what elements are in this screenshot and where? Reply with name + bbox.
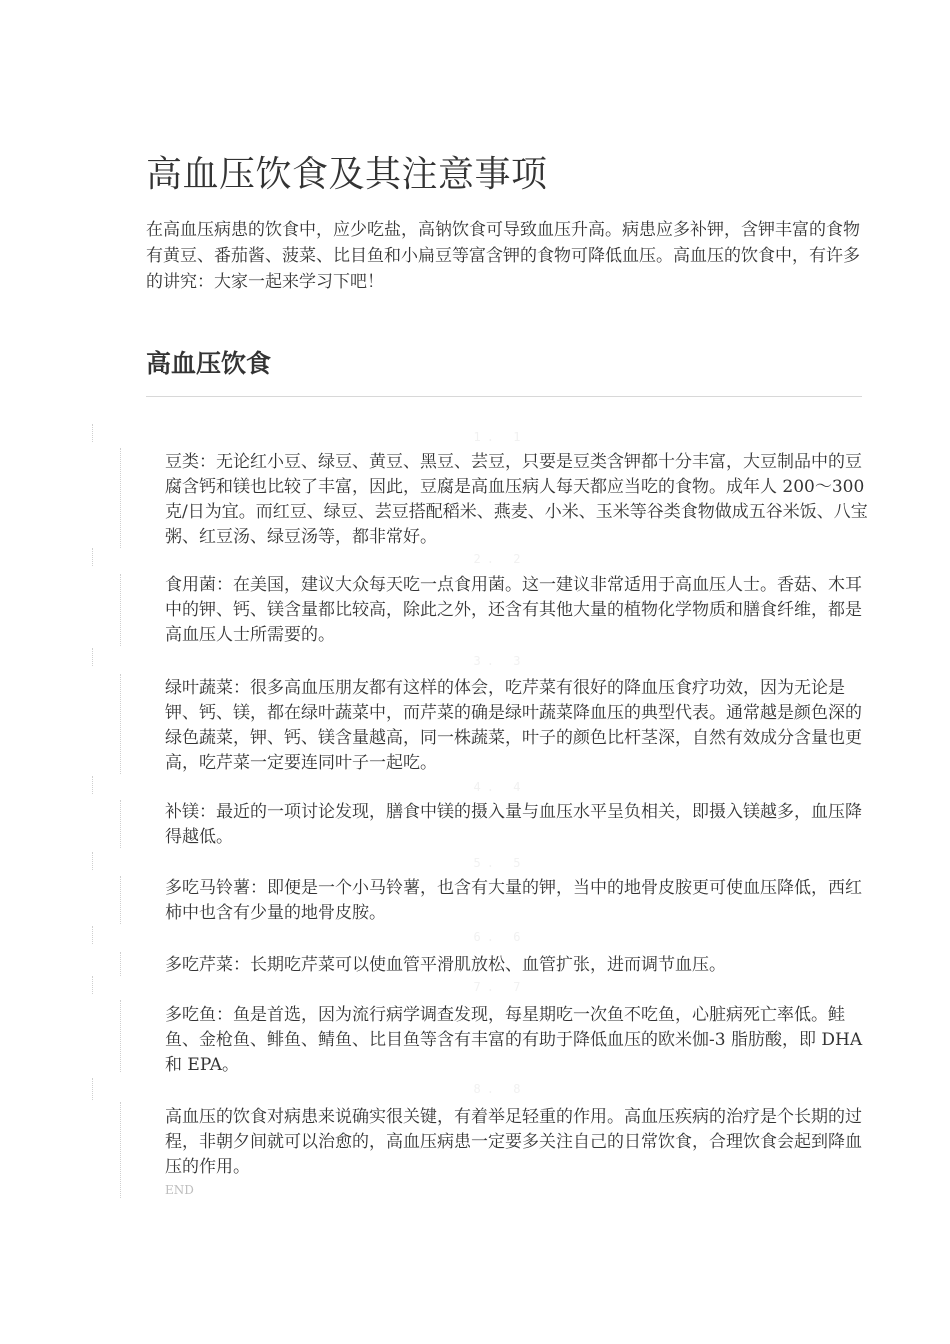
list-item: 补镁：最近的一项讨论发现，膳食中镁的摄入量与血压水平呈负相关，即摄入镁越多，血压降得越低。 xyxy=(165,802,862,847)
dotted-guide xyxy=(92,424,94,442)
list-number: 2. 2 xyxy=(473,552,527,566)
list-item: 食用菌：在美国，建议大众每天吃一点食用菌。这一建议非常适用于高血压人士。香菇、木耳中的钾、钙、镁含量都比较高，除此之外，还含有其他大量的植物化学物质和膳食纤维，都是高血压人士所需要的。 xyxy=(165,575,862,645)
list-item: 高血压的饮食对病患来说确实很关键，有着举足轻重的作用。高血压疾病的治疗是个长期的过程，非朝夕间就可以治愈的，高血压病患一定要多关注自己的日常饮食，合理饮食会起到降血压的作用。 xyxy=(165,1107,862,1177)
dotted-guide xyxy=(120,674,122,774)
end-label: END xyxy=(165,1183,194,1197)
dotted-guide xyxy=(120,448,122,548)
dotted-guide xyxy=(92,852,94,870)
list-number: 1. 1 xyxy=(473,430,527,444)
list-number: 5. 5 xyxy=(473,856,527,870)
dotted-guide xyxy=(120,876,122,924)
list-number: 6. 6 xyxy=(473,930,527,944)
list-item: 多吃鱼：鱼是首选，因为流行病学调查发现，每星期吃一次鱼不吃鱼，心脏病死亡率低。鲑鱼、金枪鱼、鲱鱼、鲭鱼、比目鱼等含有丰富的有助于降低血压的欧米伽-3 脂肪酸，即 DHA 和 EPA。 xyxy=(165,1005,863,1075)
list-item: 豆类：无论红小豆、绿豆、黄豆、黑豆、芸豆，只要是豆类含钾都十分丰富，大豆制品中的豆腐含钙和镁也比较了丰富，因此，豆腐是高血压病人每天都应当吃的食物。成年人 200～300 克/日为宜。而红豆、绿豆、芸豆搭配稻米、燕麦、小米、玉米等谷类食物做成五谷米饭、八宝粥、红豆汤、绿豆汤等，都非常好。 xyxy=(165,452,868,547)
dotted-guide xyxy=(92,976,94,994)
dotted-guide xyxy=(92,1078,94,1100)
list-item: 绿叶蔬菜：很多高血压朋友都有这样的体会，吃芹菜有很好的降血压食疗功效，因为无论是钾、钙、镁，都在绿叶蔬菜中，而芹菜的确是绿叶蔬菜降血压的典型代表。通常越是颜色深的绿色蔬菜，钾、钙、镁含量越高，同一株蔬菜，叶子的颜色比杆茎深，自然有效成分含量也更高，吃芹菜一定要连同叶子一起吃。 xyxy=(165,678,862,773)
list-number: 7. 7 xyxy=(473,980,527,994)
dotted-guide xyxy=(92,648,94,666)
page-title: 高血压饮食及其注意事项 xyxy=(146,154,548,195)
dotted-guide xyxy=(92,926,94,944)
dotted-guide xyxy=(120,800,122,848)
dotted-guide xyxy=(120,574,122,646)
list-number: 3. 3 xyxy=(473,654,527,668)
list-item: 多吃马铃薯：即便是一个小马铃薯，也含有大量的钾，当中的地骨皮胺更可使血压降低，西红柿中也含有少量的地骨皮胺。 xyxy=(165,878,862,923)
section-heading: 高血压饮食 xyxy=(146,349,272,378)
dotted-guide xyxy=(120,1102,122,1198)
list-number: 4. 4 xyxy=(473,780,527,794)
intro-paragraph: 在高血压病患的饮食中，应少吃盐，高钠饮食可导致血压升高。病患应多补钾，含钾丰富的食物有黄豆、番茄酱、菠菜、比目鱼和小扁豆等富含钾的食物可降低血压。高血压的饮食中，有许多的讲究：大家一起来学习下吧！ xyxy=(146,220,860,292)
list-item: 多吃芹菜：长期吃芹菜可以使血管平滑肌放松、血管扩张，进而调节血压。 xyxy=(165,955,726,975)
dotted-guide xyxy=(120,1000,122,1072)
dotted-guide xyxy=(92,548,94,566)
dotted-guide xyxy=(92,776,94,794)
dotted-guide xyxy=(120,952,122,976)
section-divider xyxy=(146,396,862,397)
list-number: 8. 8 xyxy=(473,1082,527,1096)
